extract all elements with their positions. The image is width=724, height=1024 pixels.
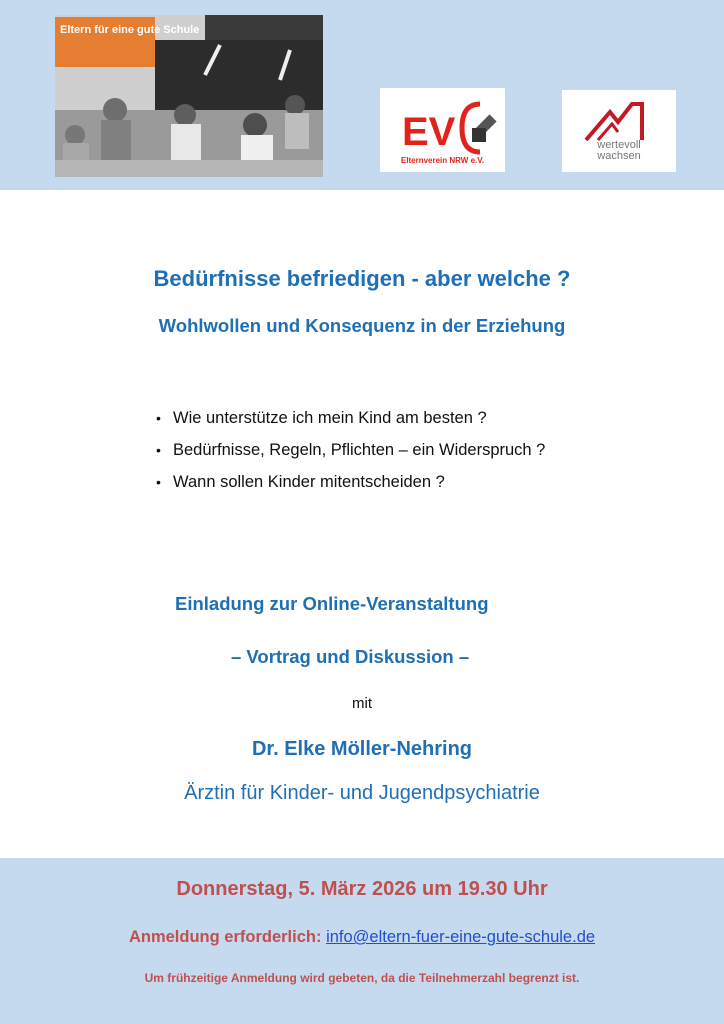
registration-line [0,928,724,947]
wertevoll-mark-icon [582,98,656,142]
event-date: Donnerstag, 5. März 2026 um 19.30 Uhr [176,878,548,900]
list-item-text: Wann sollen Kinder mitentscheiden ? [173,473,445,491]
list-item-text: Wie unterstütze ich mein Kind am besten ? [173,409,487,427]
pencil-book-icon [458,98,502,156]
page-subtitle: Wohlwollen und Konsequenz in der Erziehung [158,315,566,336]
list-item-text: Bedürfnisse, Regeln, Pflichten – ein Widerspruch ? [173,441,546,459]
page-title: Bedürfnisse befriedigen - aber welche ? [153,266,571,291]
registration-note: Um frühzeitige Anmeldung wird gebeten, da die Teilnehmerzahl begrenzt ist. [144,971,580,985]
list-item [156,470,545,502]
speaker-role: Ärztin für Kinder- und Jugendpsychiatrie [184,782,540,804]
bullet-icon: • [156,410,161,426]
topic-list [156,406,545,502]
wertevoll-text: wertevoll [597,139,641,151]
registration-email-link[interactable]: info@eltern-fuer-eine-gute-schule.de [326,928,596,946]
ev-logo-caption: Elternverein NRW e.V. [400,156,485,165]
wertevoll-wachsen-logo [562,90,676,172]
registration-label: Anmeldung erforderlich: [128,928,322,946]
list-item [156,406,545,438]
speaker-name: Dr. Elke Möller-Nehring [251,738,473,760]
list-item [156,438,545,470]
event-format: – Vortrag und Diskussion – [231,646,470,667]
invitation-heading: Einladung zur Online-Veranstaltung [175,593,489,614]
photo-label: Eltern für eine gute Schule [55,17,155,67]
ev-logo-text: EV [402,110,456,154]
with-text: mit [352,695,372,712]
wachsen-text: wachsen [597,150,641,162]
bullet-icon: • [156,442,161,458]
bullet-icon: • [156,474,161,490]
classroom-photo [55,15,323,177]
elternverein-logo [380,88,505,172]
